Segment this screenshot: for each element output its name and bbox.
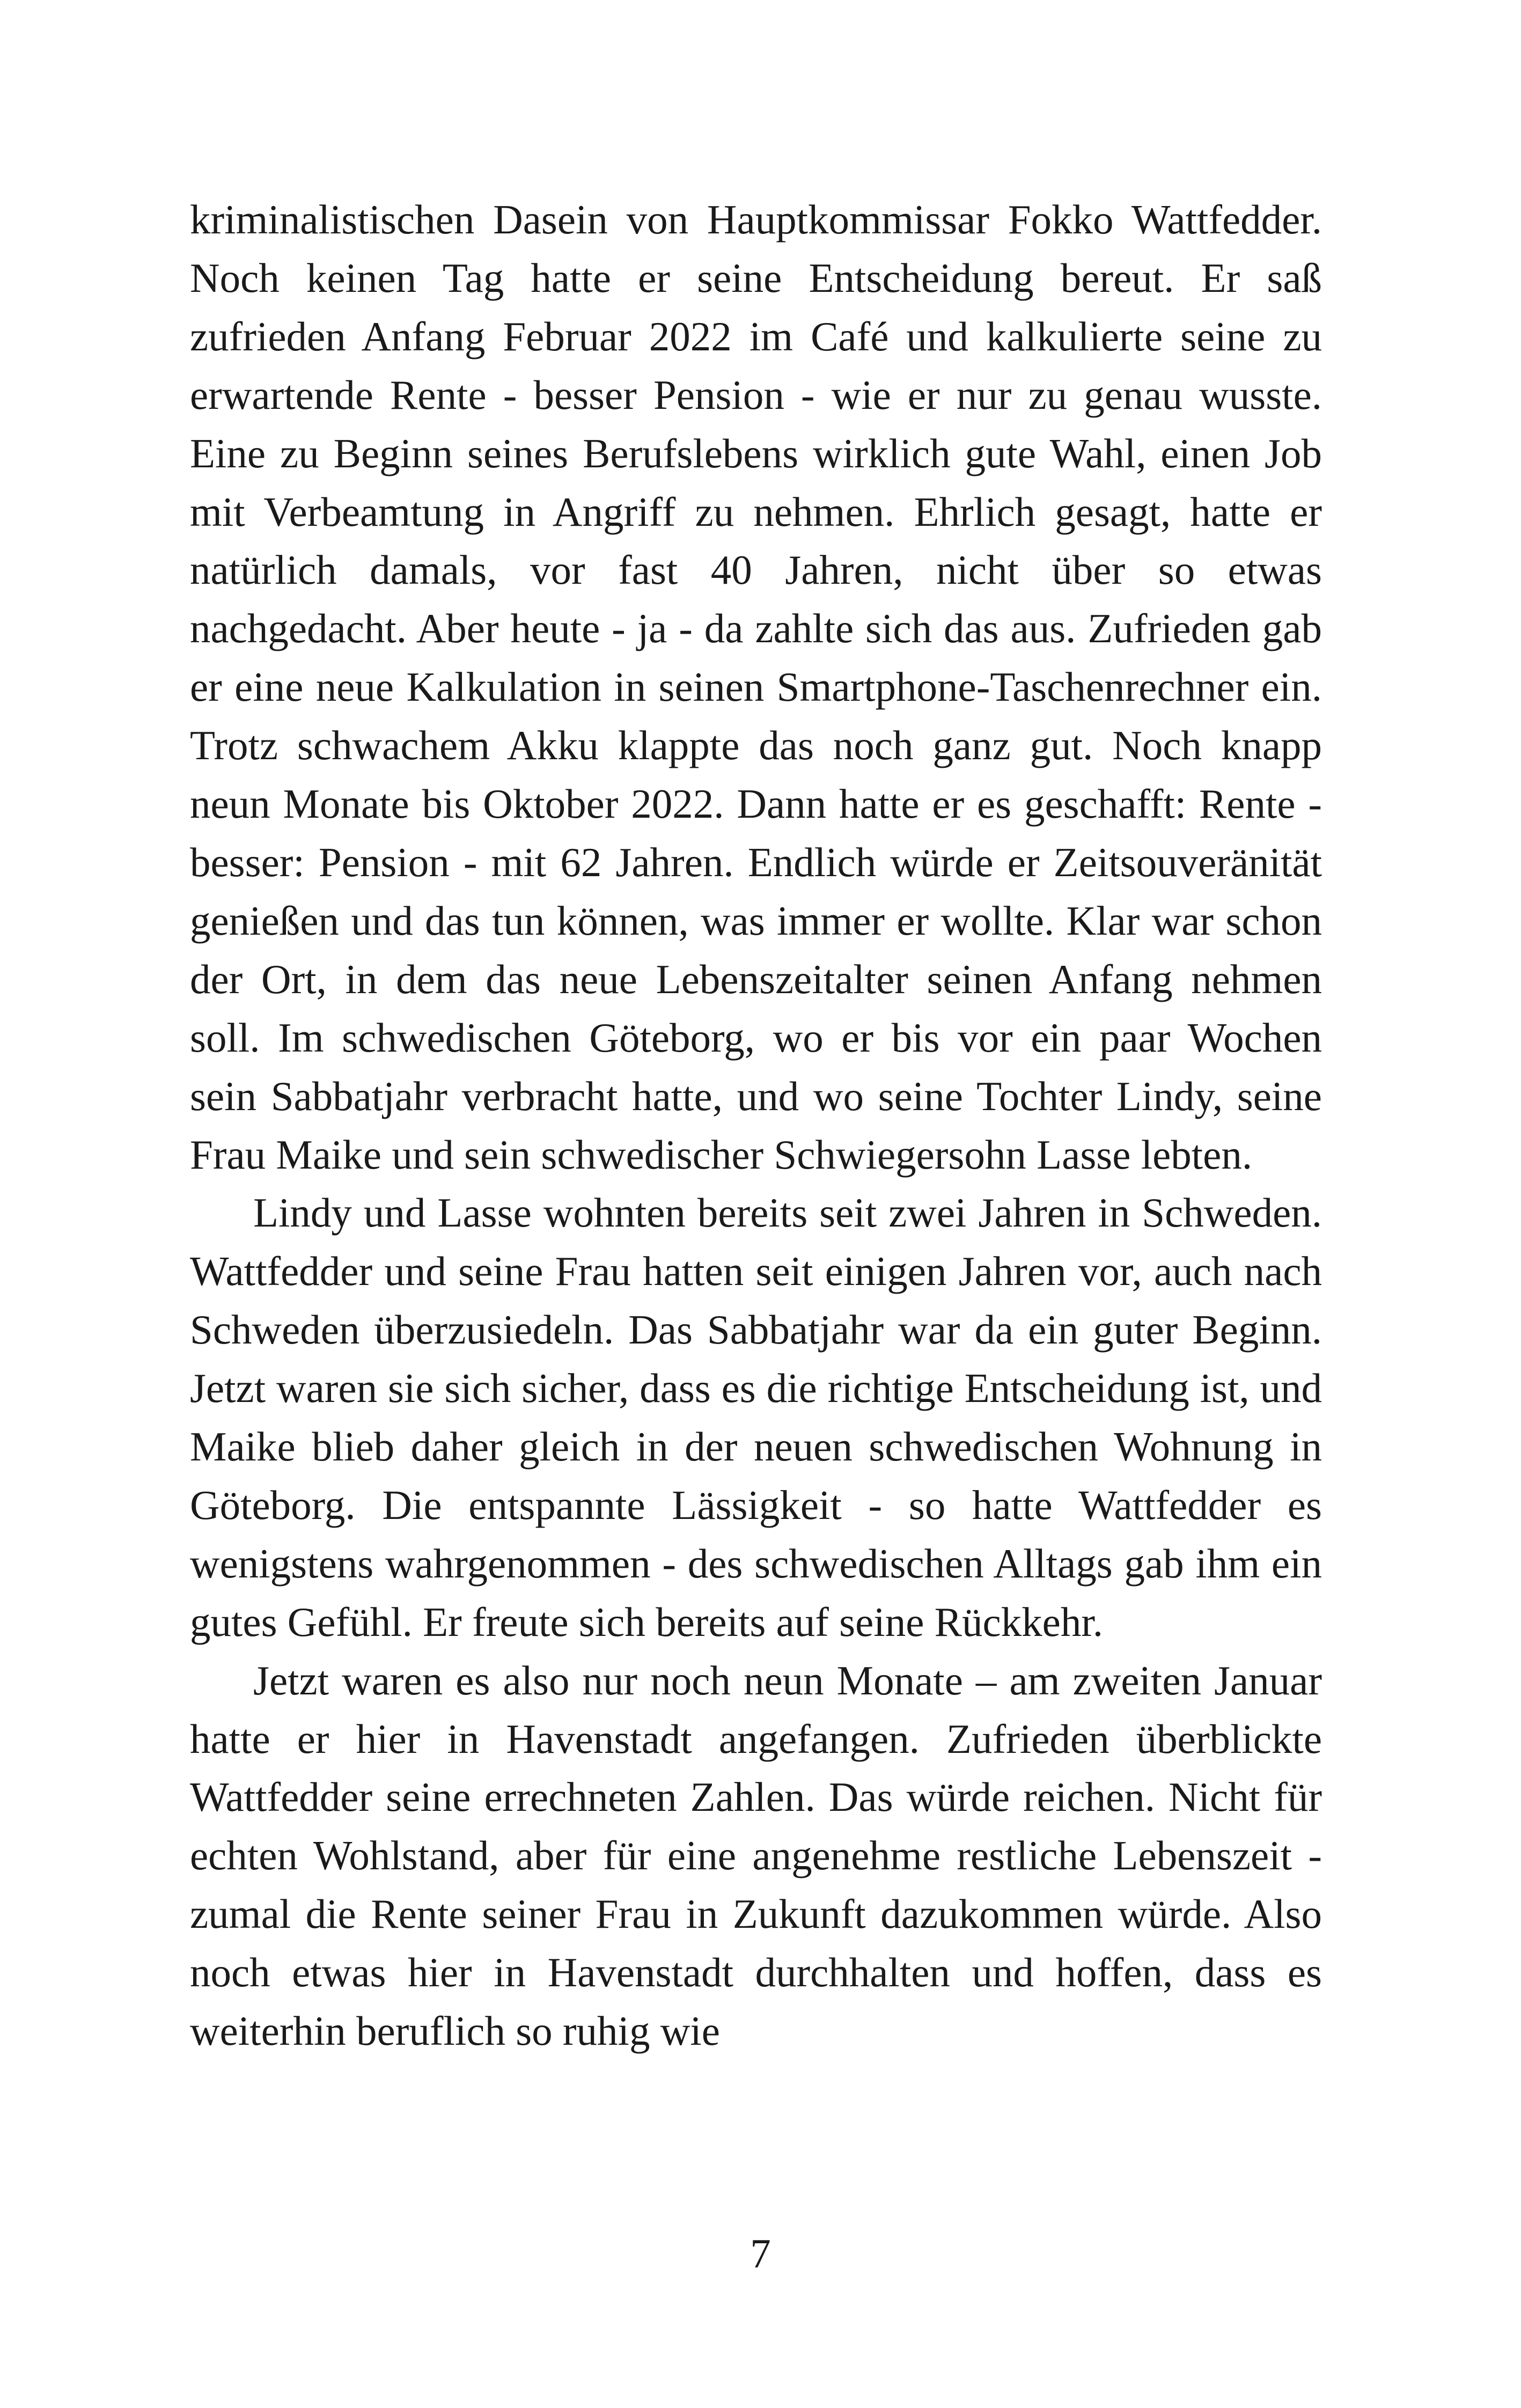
paragraph-nine-months: Jetzt waren es also nur noch neun Monate – am zweiten Januar hatte er hier in Havenstadt angefangen. Zufrieden überblickte Wattfedder seine errechneten Zahlen. Das würde reichen. Nicht für echten Wohlstand, aber für eine angenehme restliche Lebenszeit - zumal die Rente seiner Frau in Zukunft dazukommen würde. Also noch etwas hier in Havenstadt durchhalten und hoffen, dass es weiterhin beruflich so ruhig wie <box>190 1657 1322 2054</box>
paragraph-continued: kriminalistischen Dasein von Hauptkommissar Fokko Wattfedder. Noch keinen Tag hatte er seine Entscheidung bereut. Er saß zufrieden Anfang Februar 2022 im Café und kalkulierte seine zu erwartende Rente - besser Pension - wie er nur zu genau wusste. Eine zu Beginn seines Berufslebens wirklich gute Wahl, einen Job mit Verbeamtung in Angriff zu nehmen. Ehrlich gesagt, hatte er natürlich damals, vor fast 40 Jahren, nicht über so etwas nachgedacht. Aber heute - ja - da zahlte sich das aus. Zufrieden gab er eine neue Kalkulation in seinen Smartphone-Taschenrechner ein. Trotz schwachem Akku klappte das noch ganz gut. Noch knapp neun Monate bis Oktober 2022. Dann hatte er es geschafft: Rente - besser: Pension - mit 62 Jahren. Endlich würde er Zeitsouveränität genießen und das tun können, was immer er wollte. Klar war schon der Ort, in dem das neue Lebenszeitalter seinen Anfang nehmen soll. Im schwedischen Göteborg, wo er bis vor ein paar Wochen sein Sabbatjahr verbracht hatte, und wo seine Tochter Lindy, seine Frau Maike und sein schwedischer Schwiegersohn Lasse lebten. <box>190 196 1322 1178</box>
paragraph-lindy-lasse: Lindy und Lasse wohnten bereits seit zwei Jahren in Schweden. Wattfedder und seine Frau hatten seit einigen Jahren vor, auch nach Schweden überzusiedeln. Das Sabbatjahr war da ein guter Beginn. Jetzt waren sie sich sicher, dass es die richtige Entscheidung ist, und Maike blieb daher gleich in der neuen schwedischen Wohnung in Göteborg. Die entspannte Lässigkeit - so hatte Wattfedder es wenigstens wahrgenommen - des schwedischen Alltags gab ihm ein gutes Gefühl. Er freute sich bereits auf seine Rückkehr. <box>190 1190 1322 1645</box>
page-number: 7 <box>750 2230 771 2277</box>
book-page-body <box>190 190 1322 2060</box>
